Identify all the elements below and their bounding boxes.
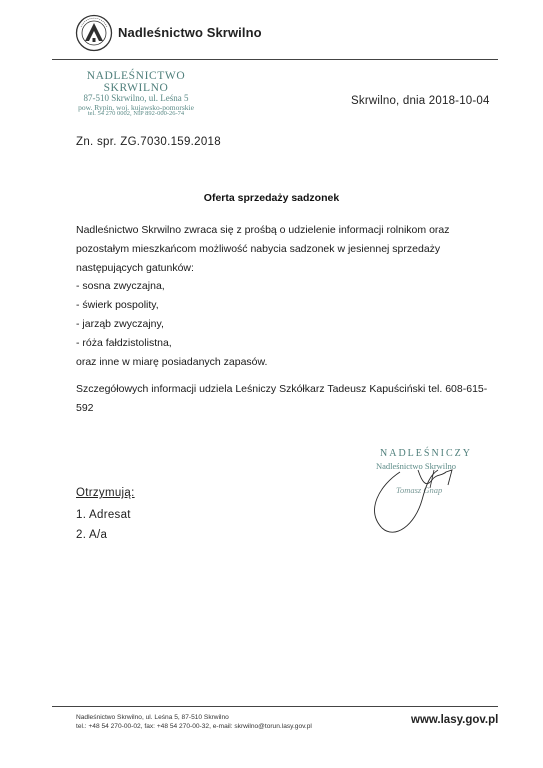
body-text <box>76 221 496 371</box>
species-item: - sosna zwyczajna, <box>76 280 165 293</box>
stamp-region: pow. Rypin, woj. kujawsko-pomorskie <box>78 102 194 112</box>
recipients-title: Otrzymują: <box>76 487 135 499</box>
list-item: 1. Adresat <box>76 509 131 521</box>
footer-divider <box>52 706 498 707</box>
recipients-list <box>76 505 131 545</box>
stamp-address: 87-510 Skrwilno, ul. Leśna 5 <box>83 93 189 104</box>
reference-number: Zn. spr. ZG.7030.159.2018 <box>76 136 221 148</box>
list-item: 2. A/a <box>76 529 108 541</box>
footer-website-link[interactable]: www.lasy.gov.pl <box>411 714 499 726</box>
handwritten-signature-icon <box>360 440 490 540</box>
species-item: - jarząb zwyczajny, <box>76 317 164 330</box>
stamp-phone-nip: tel. 54 270 0002, NIP 892-000-26-74 <box>87 110 185 118</box>
place-date: Skrwilno, dnia 2018-10-04 <box>351 95 490 107</box>
body-intro: Nadleśnictwo Skrwilno zwraca się z prośbą o udzielenie informacji rolnikom oraz pozostałym mieszkańcom możliwość nabycia sadzonek w jesiennej sprzedaży następujących gatunków: <box>76 224 450 274</box>
official-stamp <box>56 70 216 118</box>
footer-address: Nadleśnictwo Skrwilno, ul. Leśna 5, 87-510 Skrwilno <box>76 714 229 721</box>
species-item: - świerk pospolity, <box>76 299 159 312</box>
document-title: Oferta sprzedaży sadzonek <box>203 192 340 204</box>
header-org-name: Nadleśnictwo Skrwilno <box>118 25 262 40</box>
signature-org: Nadleśnictwo Skrwilno <box>376 461 457 471</box>
contact-info: Szczegółowych informacji udziela Leśniczy Szkółkarz Tadeusz Kapuściński tel. 608-615-592 <box>76 383 488 414</box>
signature-name: Tomasz Gnap <box>396 485 443 495</box>
body-outro: oraz inne w miarę posiadanych zapasów. <box>76 355 268 368</box>
footer-contact: tel.: +48 54 270-00-02, fax: +48 54 270-00-32, e-mail: skrwilno@torun.lasy.gov.pl <box>76 723 312 730</box>
lasy-panstwowe-logo-icon <box>75 14 113 52</box>
species-item: - róża fałdzistolistna, <box>76 336 172 349</box>
stamp-name: NADLEŚNICTWO SKRWILNO <box>86 70 186 95</box>
signature-title: NADLEŚNICZY <box>380 448 472 459</box>
header-divider <box>52 59 498 60</box>
